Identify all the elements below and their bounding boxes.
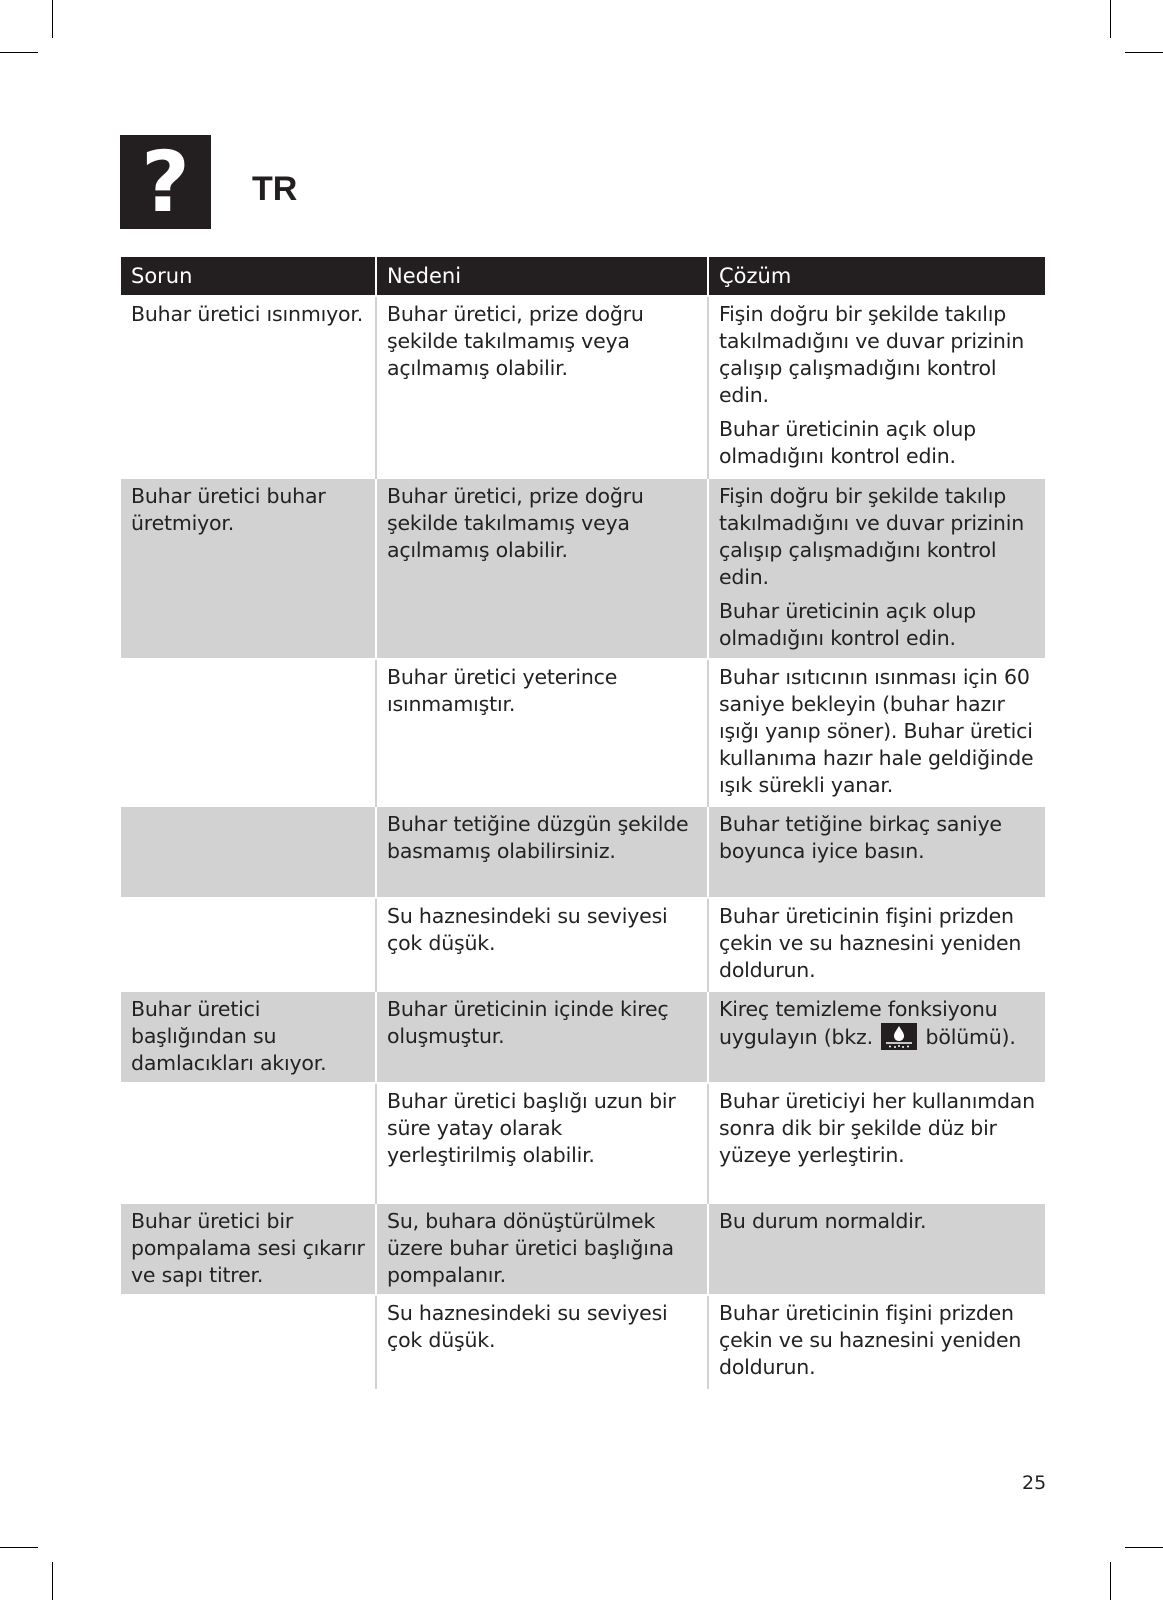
- table-row: [121, 659, 1045, 806]
- table-row: [121, 1083, 1045, 1203]
- crop-mark: [52, 0, 53, 38]
- table-row: [121, 806, 1045, 898]
- problem-cell: Buhar üretici buhar üretmiyor.: [121, 478, 376, 659]
- solution-text: Buhar üreticinin açık olup olmadığını kontrol edin.: [719, 599, 976, 650]
- header-problem: Sorun: [121, 257, 376, 296]
- solution-cell: Buhar üreticinin fişini prizden çekin ve su haznesini yeniden doldurun.: [708, 1295, 1045, 1389]
- question-mark-icon: ?: [120, 135, 211, 229]
- solution-cell: [708, 296, 1045, 478]
- solution-cell: Buhar ısıtıcının ısınması için 60 saniye bekleyin (buhar hazır ışığı yanıp söner). Buhar üretici kullanıma hazır hale geldiğinde ışık sürekli yanar.: [708, 659, 1045, 806]
- page-number: 25: [1022, 1472, 1047, 1494]
- cause-cell: Buhar üretici yeterince ısınmamıştır.: [376, 659, 708, 806]
- cause-cell: Su haznesindeki su seviyesi çok düşük.: [376, 1295, 708, 1389]
- table-row: [121, 898, 1045, 991]
- table-header-row: [121, 257, 1045, 296]
- crop-mark: [0, 52, 38, 53]
- solution-cell: Buhar üreticinin fişini prizden çekin ve su haznesini yeniden doldurun.: [708, 898, 1045, 991]
- solution-text: Fişin doğru bir şekilde takılıp takılmadığını ve duvar prizinin çalışıp çalışmadığını kontrol edin.: [719, 302, 1024, 407]
- problem-cell: Buhar üretici başlığından su damlacıkları akıyor.: [121, 991, 376, 1083]
- problem-cell: [121, 1295, 376, 1389]
- cause-cell: Buhar üretici, prize doğru şekilde takılmamış veya açılmamış olabilir.: [376, 478, 708, 659]
- language-code: TR: [252, 170, 298, 208]
- crop-mark: [1125, 1547, 1163, 1548]
- table-row: [121, 1295, 1045, 1389]
- solution-text: Kireç temizleme fonksiyonu uygulayın (bkz.: [719, 997, 998, 1049]
- solution-cell: Bu durum normaldir.: [708, 1203, 1045, 1295]
- solution-cell: Buhar üreticiyi her kullanımdan sonra dik bir şekilde düz bir yüzeye yerleştirin.: [708, 1083, 1045, 1203]
- solution-cell: [708, 478, 1045, 659]
- solution-cell: Buhar tetiğine birkaç saniye boyunca iyice basın.: [708, 806, 1045, 898]
- table-row: [121, 991, 1045, 1083]
- problem-cell: [121, 898, 376, 991]
- cause-cell: Buhar üretici, prize doğru şekilde takılmamış veya açılmamış olabilir.: [376, 296, 708, 478]
- table-row: [121, 296, 1045, 478]
- problem-cell: Buhar üretici bir pompalama sesi çıkarır ve sapı titrer.: [121, 1203, 376, 1295]
- cause-cell: Su haznesindeki su seviyesi çok düşük.: [376, 898, 708, 991]
- descale-icon: [881, 1023, 917, 1050]
- crop-mark: [0, 1547, 38, 1548]
- solution-text: Buhar üreticinin açık olup olmadığını kontrol edin.: [719, 417, 976, 468]
- table-row: [121, 478, 1045, 659]
- solution-text: bölümü).: [925, 1025, 1016, 1049]
- header-solution: Çözüm: [708, 257, 1045, 296]
- header-cause: Nedeni: [376, 257, 708, 296]
- cause-cell: Buhar tetiğine düzgün şekilde basmamış olabilirsiniz.: [376, 806, 708, 898]
- problem-cell: [121, 659, 376, 806]
- problem-cell: Buhar üretici ısınmıyor.: [121, 296, 376, 478]
- crop-mark: [52, 1562, 53, 1600]
- solution-cell: [708, 991, 1045, 1083]
- solution-text: Fişin doğru bir şekilde takılıp takılmadığını ve duvar prizinin çalışıp çalışmadığını kontrol edin.: [719, 484, 1024, 589]
- crop-mark: [1110, 1562, 1111, 1600]
- crop-mark: [1125, 52, 1163, 53]
- cause-cell: Buhar üretici başlığı uzun bir süre yatay olarak yerleştirilmiş olabilir.: [376, 1083, 708, 1203]
- problem-cell: [121, 806, 376, 898]
- crop-mark: [1110, 0, 1111, 38]
- problem-cell: [121, 1083, 376, 1203]
- cause-cell: Su, buhara dönüştürülmek üzere buhar üretici başlığına pompalanır.: [376, 1203, 708, 1295]
- table-row: [121, 1203, 1045, 1295]
- troubleshooting-table: [121, 257, 1045, 1389]
- cause-cell: Buhar üreticinin içinde kireç oluşmuştur.: [376, 991, 708, 1083]
